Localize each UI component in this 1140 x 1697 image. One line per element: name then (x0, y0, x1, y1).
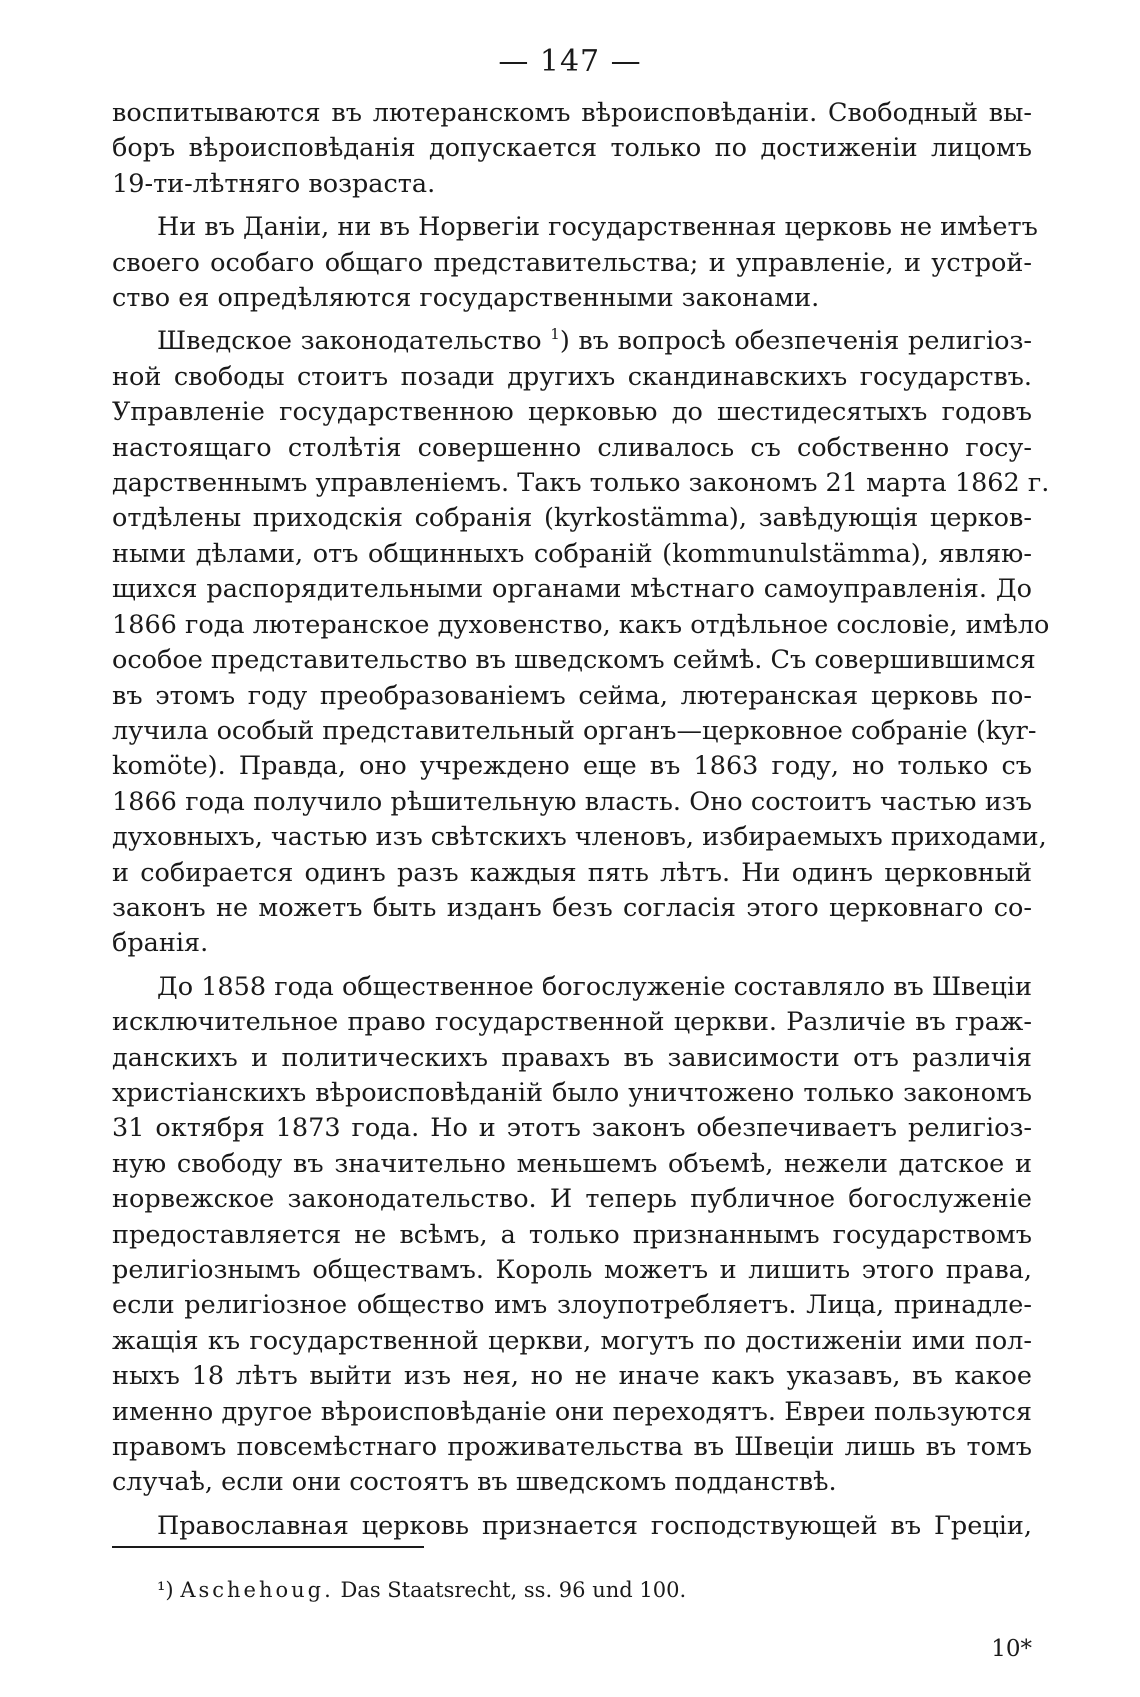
text-line: воспитываются въ лютеранскомъ вѣроисповѣданіи. Свободный вы- (112, 98, 1032, 128)
text-line: въ этомъ году преобразованіемъ сейма, лютеранская церковь по- (112, 680, 1032, 711)
text-segment: Шведское законодательство (157, 326, 542, 357)
text-line: щихся распорядительными органами мѣстнаго самоуправленія. До (112, 574, 1032, 605)
paragraph-2 (112, 210, 1038, 316)
paragraph-5 (112, 1509, 1032, 1544)
text-line: ныхъ 18 лѣтъ выйти изъ нея, но не иначе какъ указавъ, въ какое (112, 1361, 1032, 1392)
text-line-with-footnote (112, 324, 1032, 359)
text-line: 31 октября 1873 года. Но и этотъ законъ обезпечиваетъ религіоз- (112, 1113, 1032, 1144)
footnote-reference: 1 (550, 325, 560, 344)
text-line: Ни въ Даніи, ни въ Норвегіи государственная церковь не имѣетъ (157, 212, 1038, 243)
text-line: дарственнымъ управленіемъ. Такъ только закономъ 21 марта 1862 г. (112, 468, 1050, 499)
text-segment: ) въ вопросѣ обезпеченія религіоз- (559, 326, 1033, 357)
text-line: именно другое вѣроисповѣданіе они переходятъ. Евреи пользуются (112, 1396, 1032, 1427)
text-line: ными дѣлами, отъ общинныхъ собраній (kommunulstämma), являю- (112, 538, 1032, 569)
text-line: предоставляется не всѣмъ, а только признаннымъ государствомъ (112, 1219, 1032, 1250)
text-line: норвежское законодательство. И теперь публичное богослуженіе (112, 1184, 1032, 1215)
text-line: ство ея опредѣляются государственными законами. (112, 283, 820, 314)
footnote (157, 1578, 686, 1602)
paragraph-1 (112, 96, 1032, 202)
text-line: если религіозное общество имъ злоупотребляетъ. Лица, принадле- (112, 1290, 1032, 1321)
text-line: бранія. (112, 928, 209, 959)
text-line: настоящаго столѣтія совершенно сливалось съ собственно госу- (112, 432, 1032, 463)
footnote-marker: ¹) (157, 1578, 174, 1602)
signature-mark: 10* (991, 1636, 1032, 1662)
text-line: 1866 года лютеранское духовенство, какъ отдѣльное сословіе, имѣло (112, 609, 1050, 640)
text-line: 1866 года получило рѣшительную власть. Оно состоитъ частью изъ (112, 786, 1032, 817)
text-line: правомъ повсемѣстнаго проживательства въ Швеціи лишь въ томъ (112, 1432, 1032, 1463)
text-line: духовныхъ, частью изъ свѣтскихъ членовъ, избираемыхъ приходами, (112, 822, 1047, 853)
text-line: komöte). Правда, оно учреждено еще въ 1863 году, но только съ (112, 751, 1032, 782)
text-line: христіанскихъ вѣроисповѣданій было уничтожено только закономъ (112, 1077, 1032, 1108)
text-line: Православная церковь признается господствующей въ Греціи, (157, 1510, 1032, 1541)
text-line: лучила особый представительный органъ—церковное собраніе (kyr- (112, 715, 1037, 746)
text-line: жащія къ государственной церкви, могутъ по достиженіи ими пол- (112, 1325, 1032, 1356)
text-line: данскихъ и политическихъ правахъ въ зависимости отъ различія (112, 1042, 1032, 1073)
text-line: и собирается одинъ разъ каждыя пять лѣтъ. Ни одинъ церковный (112, 857, 1032, 888)
text-line: отдѣлены приходскія собранія (kyrkostämma), завѣдующія церков- (112, 503, 1032, 534)
footnote-author: Aschehoug. (180, 1578, 334, 1602)
text-line: исключительное право государственной церкви. Различіе въ граж- (112, 1007, 1032, 1038)
text-line: боръ вѣроисповѣданія допускается только по достиженіи лицомъ (112, 133, 1032, 164)
page-number: — 147 — (498, 44, 642, 79)
text-line: ную свободу въ значительно меньшемъ объемѣ, нежели датское и (112, 1148, 1032, 1179)
text-line: случаѣ, если они состоятъ въ шведскомъ подданствѣ. (112, 1467, 837, 1498)
text-line: 19-ти-лѣтняго возраста. (112, 168, 436, 199)
footnote-title: Das Staatsrecht, ss. 96 und 100. (340, 1578, 687, 1602)
text-line: Управленіе государственною церковью до шестидесятыхъ годовъ (112, 397, 1032, 428)
text-line: нoй свободы стоитъ позади другихъ скандинавскихъ государствъ. (112, 361, 1032, 392)
paragraph-4 (112, 970, 1032, 1501)
text-line: До 1858 года общественное богослуженіе составляло въ Швеціи (157, 971, 1032, 1002)
paragraph-3 (112, 324, 1050, 961)
text-line: своего особаго общаго представительства; и управленіе, и устрой- (112, 247, 1032, 278)
footnote-divider (112, 1546, 424, 1548)
text-line: особое представительство въ шведскомъ сеймѣ. Съ совершившимся (112, 645, 1036, 676)
text-line: законъ не можетъ быть изданъ безъ согласія этого церковнаго со- (112, 892, 1032, 923)
text-line: религіознымъ обществамъ. Король можетъ и лишить этого права, (112, 1255, 1032, 1285)
body-text (112, 96, 1050, 1544)
